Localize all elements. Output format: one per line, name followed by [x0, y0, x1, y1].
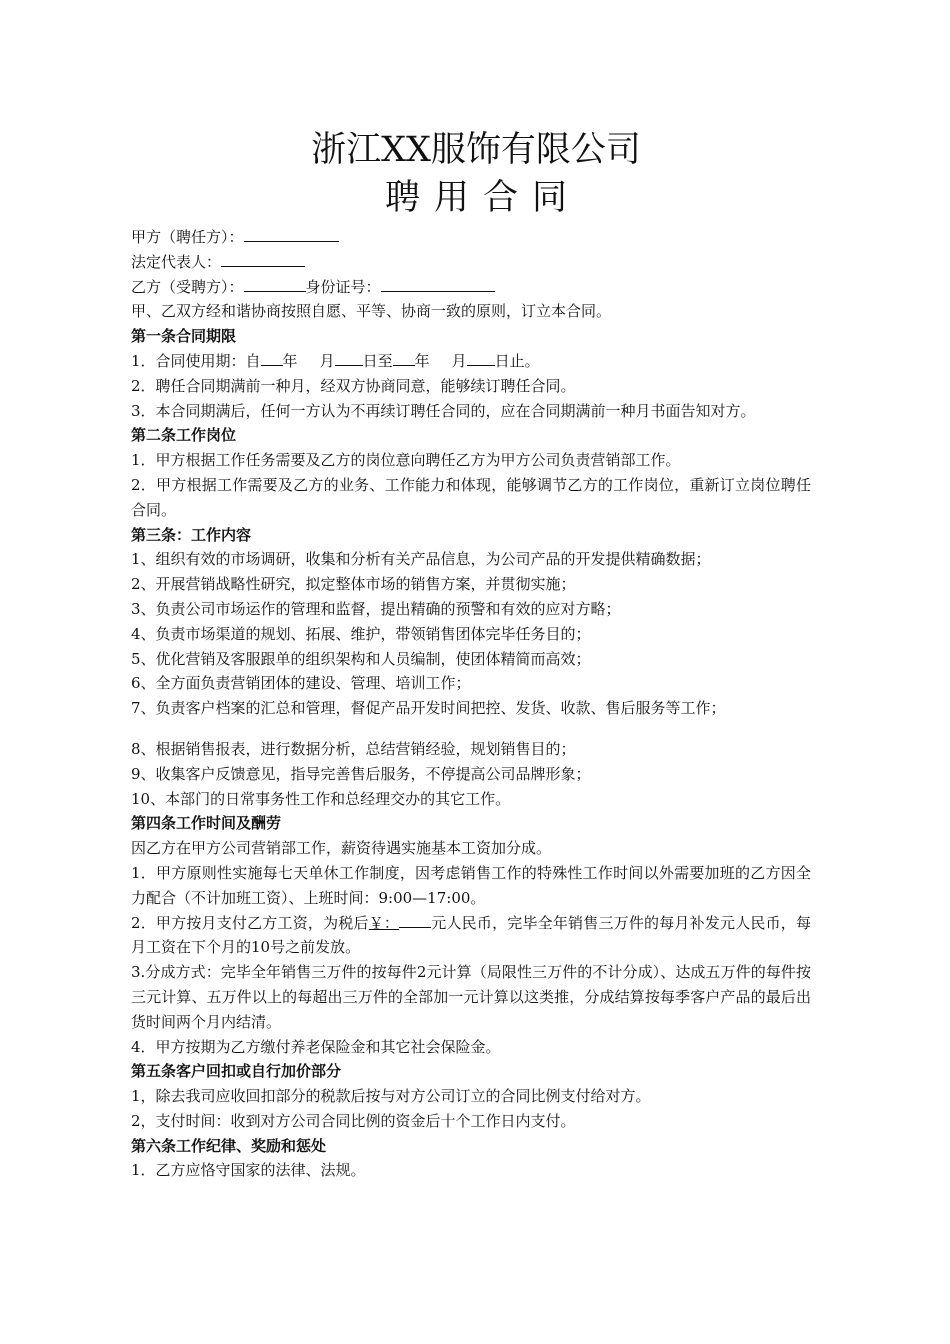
salary-label: 2．甲方按月支付乙方工资，为税后	[131, 913, 369, 932]
art3-item: 4、负责市场渠道的规划、拓展、维护，带领销售团体完毕任务目的；	[131, 624, 591, 643]
party-a-line	[131, 225, 811, 250]
id-blank	[381, 275, 495, 292]
party-b-label: 乙方（受聘方）：	[131, 277, 244, 296]
month-label: 月	[319, 351, 335, 370]
art3-item: 5、优化营销及客服跟单的组织架构和人员编制，使团体精简而高效；	[131, 649, 591, 668]
day-to-label: 日至	[362, 351, 393, 370]
year-label: 年	[414, 351, 430, 370]
yen-sign: ￥：	[368, 913, 400, 932]
salary-rest: 元人民币，完毕全年销售三万件的每月补发元人民币，每月工资在下个月的10号之前发放。	[131, 913, 811, 957]
contract-body	[131, 225, 811, 1183]
art3-heading: 第三条：工作内容	[131, 525, 252, 544]
art4-intro: 因乙方在甲方公司营销部工作，薪资待遇实施基本工资加分成。	[131, 839, 552, 858]
art3-item: 9、收集客户反馈意见，指导完善售后服务，不停提高公司品牌形象；	[131, 764, 591, 783]
art3-item: 10、本部门的日常事务性工作和总经理交办的其它工作。	[131, 789, 511, 808]
party-b-line	[131, 275, 811, 300]
art1-item-3: 3．本合同期满后，任何一方认为不再续订聘任合同的，应在合同期满前一种月书面告知对方。	[131, 401, 756, 420]
legal-rep-label: 法定代表人：	[131, 252, 222, 271]
art2-heading: 第二条工作岗位	[131, 426, 237, 445]
art6-heading: 第六条工作纪律、奖励和惩处	[131, 1136, 327, 1155]
party-a-label: 甲方（聘任方）：	[131, 228, 244, 246]
legal-rep-blank	[221, 250, 305, 267]
spacer	[131, 721, 811, 737]
legal-rep-line	[131, 250, 811, 275]
id-label: 身份证号：	[305, 277, 381, 296]
art3-item: 7、负责客户档案的汇总和管理，督促产品开发时间把控、发货、收款、售后服务等工作；	[131, 699, 726, 718]
art4-item-1: 1．甲方原则性实施每七天单休工作制度，因考虑销售工作的特殊性工作时间以外需要加班的乙方因全力配合（不计加班工资）、上班时间：9:00—17:00。	[131, 863, 811, 907]
start-year-blank	[261, 349, 283, 366]
art3-item: 8、根据销售报表，进行数据分析，总结营销经验，规划销售目的；	[131, 739, 576, 758]
company-title: 浙江XX服饰有限公司	[311, 130, 641, 170]
intro-line: 甲、乙双方经和谐协商按照自愿、平等、协商一致的原则，订立本合同。	[131, 302, 612, 321]
art5-heading: 第五条客户回扣或自行加价部分	[131, 1062, 342, 1081]
end-year-blank	[393, 349, 415, 366]
art4-item-4: 4．甲方按期为乙方缴付养老保险金和其它社会保险金。	[131, 1037, 501, 1056]
salary-blank	[399, 911, 431, 928]
art2-item-1: 1．甲方根据工作任务需要及乙方的岗位意向聘任乙方为甲方公司负责营销部工作。	[131, 451, 681, 470]
end-day-blank	[467, 349, 495, 366]
art3-item: 1、组织有效的市场调研，收集和分析有关产品信息，为公司产品的开发提供精确数据；	[131, 550, 711, 569]
art5-item-1: 1，除去我司应收回扣部分的税款后按与对方公司订立的合同比例支付给对方。	[131, 1087, 651, 1106]
month-label: 月	[451, 351, 467, 370]
party-b-blank	[244, 275, 306, 292]
art3-item: 6、全方面负责营销团体的建设、管理、培训工作；	[131, 674, 471, 693]
art6-item-1: 1．乙方应恪守国家的法律、法规。	[131, 1161, 366, 1180]
art4-item-2	[131, 911, 811, 961]
art1-item-2: 2．聘任合同期满前一种月，经双方协商同意，能够续订聘任合同。	[131, 376, 576, 395]
art4-item-3: 3.分成方式：完毕全年销售三万件的按每件2元计算（局限性三万件的不计分成）、达成五万件的每件按三元计算、五万件以上的每超出三万件的全部加一元计算以这类推，分成结算按每季客户产品的最后出货时间两个月内结清。	[131, 963, 811, 1031]
art3-item: 2、开展营销战略性研究，拟定整体市场的销售方案，并贯彻实施；	[131, 575, 576, 594]
art3-item: 3、负责公司市场运作的管理和监督，提出精确的预警和有效的应对方略；	[131, 599, 621, 618]
art2-item-2: 2．甲方根据工作需要及乙方的业务、工作能力和体现，能够调节乙方的工作岗位，重新订立岗位聘任合同。	[131, 475, 811, 519]
start-day-blank	[335, 349, 363, 366]
art5-item-2: 2，支付时间：收到对方公司合同比例的资金后十个工作日内支付。	[131, 1111, 576, 1130]
art1-term-line	[131, 349, 811, 374]
art1-heading: 第一条合同期限	[131, 327, 237, 346]
art4-heading: 第四条工作时间及酬劳	[131, 814, 282, 833]
year-label: 年	[282, 351, 298, 370]
document-title: 聘用合同	[384, 178, 581, 218]
party-a-blank	[244, 225, 339, 242]
end-label: 日止。	[494, 351, 540, 370]
term-from-label: 1．合同使用期：自	[131, 351, 261, 370]
